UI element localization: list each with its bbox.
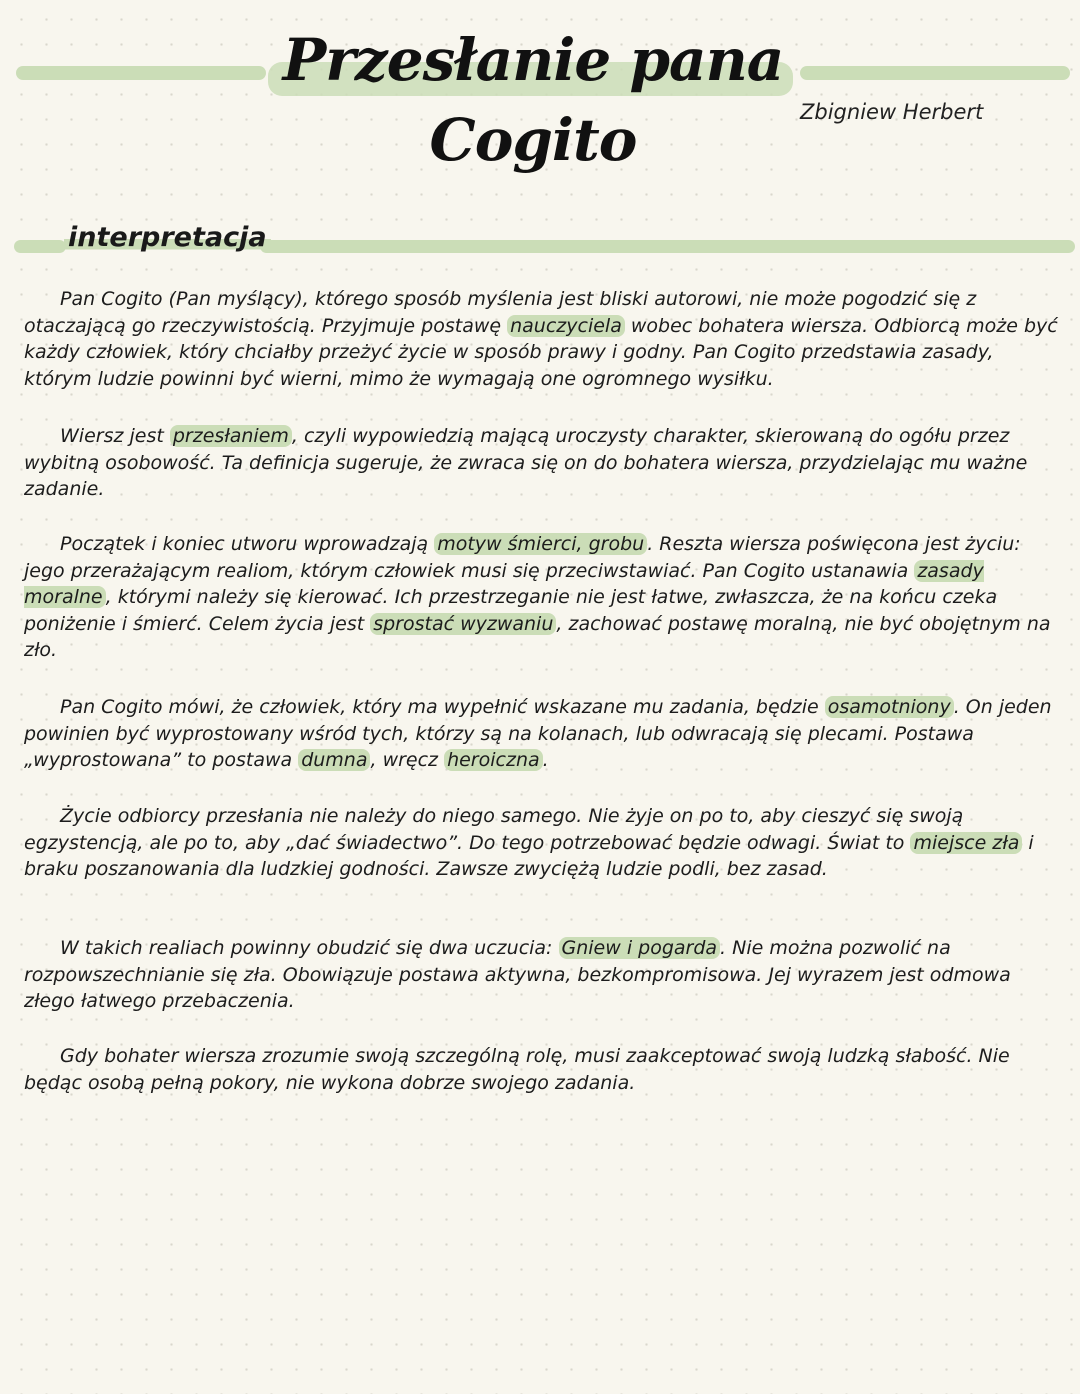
highlighted-phrase: przesłaniem xyxy=(170,425,292,447)
paragraph-text: , wręcz xyxy=(370,749,445,771)
section-decor-line-right xyxy=(260,240,1075,253)
paragraph-5 xyxy=(24,803,1064,883)
paragraph-text: Wiersz jest xyxy=(60,425,170,447)
paragraph-text: W takich realiach powinny obudzić się dwa uczucia: xyxy=(60,937,559,959)
paragraph-6 xyxy=(24,935,1064,1015)
highlighted-phrase: nauczyciela xyxy=(507,315,625,337)
highlighted-phrase: heroiczna xyxy=(444,749,543,771)
paragraph-text: , którymi należy się kierować. Ich przestrzeganie nie jest łatwe, zwłaszcza, że na końcu czeka poniżenie i śmierć. Celem życia jest xyxy=(24,586,998,635)
section-decor-line-left xyxy=(14,240,66,253)
title-decor-line-right xyxy=(800,66,1070,80)
title-decor-line-left xyxy=(16,66,266,80)
highlighted-phrase: motyw śmierci, grobu xyxy=(434,533,647,555)
paragraph-text: Gdy bohater wiersza zrozumie swoją szczególną rolę, musi zaakceptować swoją ludzką słabość. Nie będąc osobą pełną pokory, nie wykona dobrze swojego zadania. xyxy=(24,1045,1010,1094)
section-heading: interpretacja xyxy=(64,222,271,253)
highlighted-phrase: osamotniony xyxy=(825,696,954,718)
paragraph-text: . Reszta wiersza poświęcona jest życiu: jego przerażającym realiom, którym człowiek musi się przeciwstawiać. Pan Cogito ustanawia xyxy=(24,533,1021,582)
paragraph-text: Życie odbiorcy przesłania nie należy do niego samego. Nie żyje on po to, aby cieszyć się swoją egzystencją, ale po to, aby „dać świadectwo”. Do tego potrzebować będzie odwagi. Świat to xyxy=(24,805,964,854)
paragraph-1 xyxy=(24,286,1064,392)
page-title: Przesłanie pana Cogito xyxy=(282,26,784,174)
highlighted-phrase: Gniew i pogarda xyxy=(559,937,721,959)
paragraph-text: wobec bohatera wiersza. Odbiorcą może być każdy człowiek, który chciałby przeżyć życie w sposób prawy i godny. Pan Cogito przedstawia zasady, którym ludzie powinni być wierni, mimo że wymagają one ogromnego wysiłku. xyxy=(24,314,1058,390)
highlighted-phrase: miejsce zła xyxy=(910,832,1022,854)
paragraph-text: , czyli wypowiedzią mającą uroczysty charakter, skierowaną do ogółu przez wybitną osobowość. Ta definicja sugeruje, że zwraca się on do bohatera wiersza, przydzielając mu ważne zadanie. xyxy=(24,425,1028,500)
paragraph-text: , zachować postawę moralną, nie być obojętnym na zło. xyxy=(24,612,1051,661)
paragraph-text: Początek i koniec utworu wprowadzają xyxy=(60,533,435,555)
paragraph-7 xyxy=(24,1043,1064,1096)
paragraph-text: . On jeden powinien być wyprostowany wśród tych, którzy są na kolanach, lub odwracają się plecami. Postawa „wyprostowana” to postawa xyxy=(24,696,1052,771)
highlighted-phrase: dumna xyxy=(298,749,370,771)
highlighted-phrase: zasady moralne xyxy=(24,559,984,608)
paragraph-text: . Nie można pozwolić na rozpowszechnianie się zła. Obowiązuje postawa aktywna, bezkompromisowa. Jej wyrazem jest odmowa złego łatwego przebaczenia. xyxy=(24,937,1011,1012)
paragraph-4 xyxy=(24,694,1064,774)
paragraph-2 xyxy=(24,423,1064,503)
paragraph-3 xyxy=(24,531,1064,664)
author-name: Zbigniew Herbert xyxy=(800,100,984,124)
paragraph-text: Pan Cogito mówi, że człowiek, który ma wypełnić wskazane mu zadania, będzie xyxy=(60,696,825,718)
paragraph-text: . xyxy=(542,749,549,771)
paragraph-text: Pan Cogito (Pan myślący), którego sposób myślenia jest bliski autorowi, nie może pogodzić się z otaczającą go rzeczywistością. Przyjmuje postawę xyxy=(24,288,977,337)
highlighted-phrase: sprostać wyzwaniu xyxy=(370,613,556,635)
paragraph-text: i braku poszanowania dla ludzkiej godności. Zawsze zwyciężą ludzie podli, bez zasad. xyxy=(24,831,1034,880)
